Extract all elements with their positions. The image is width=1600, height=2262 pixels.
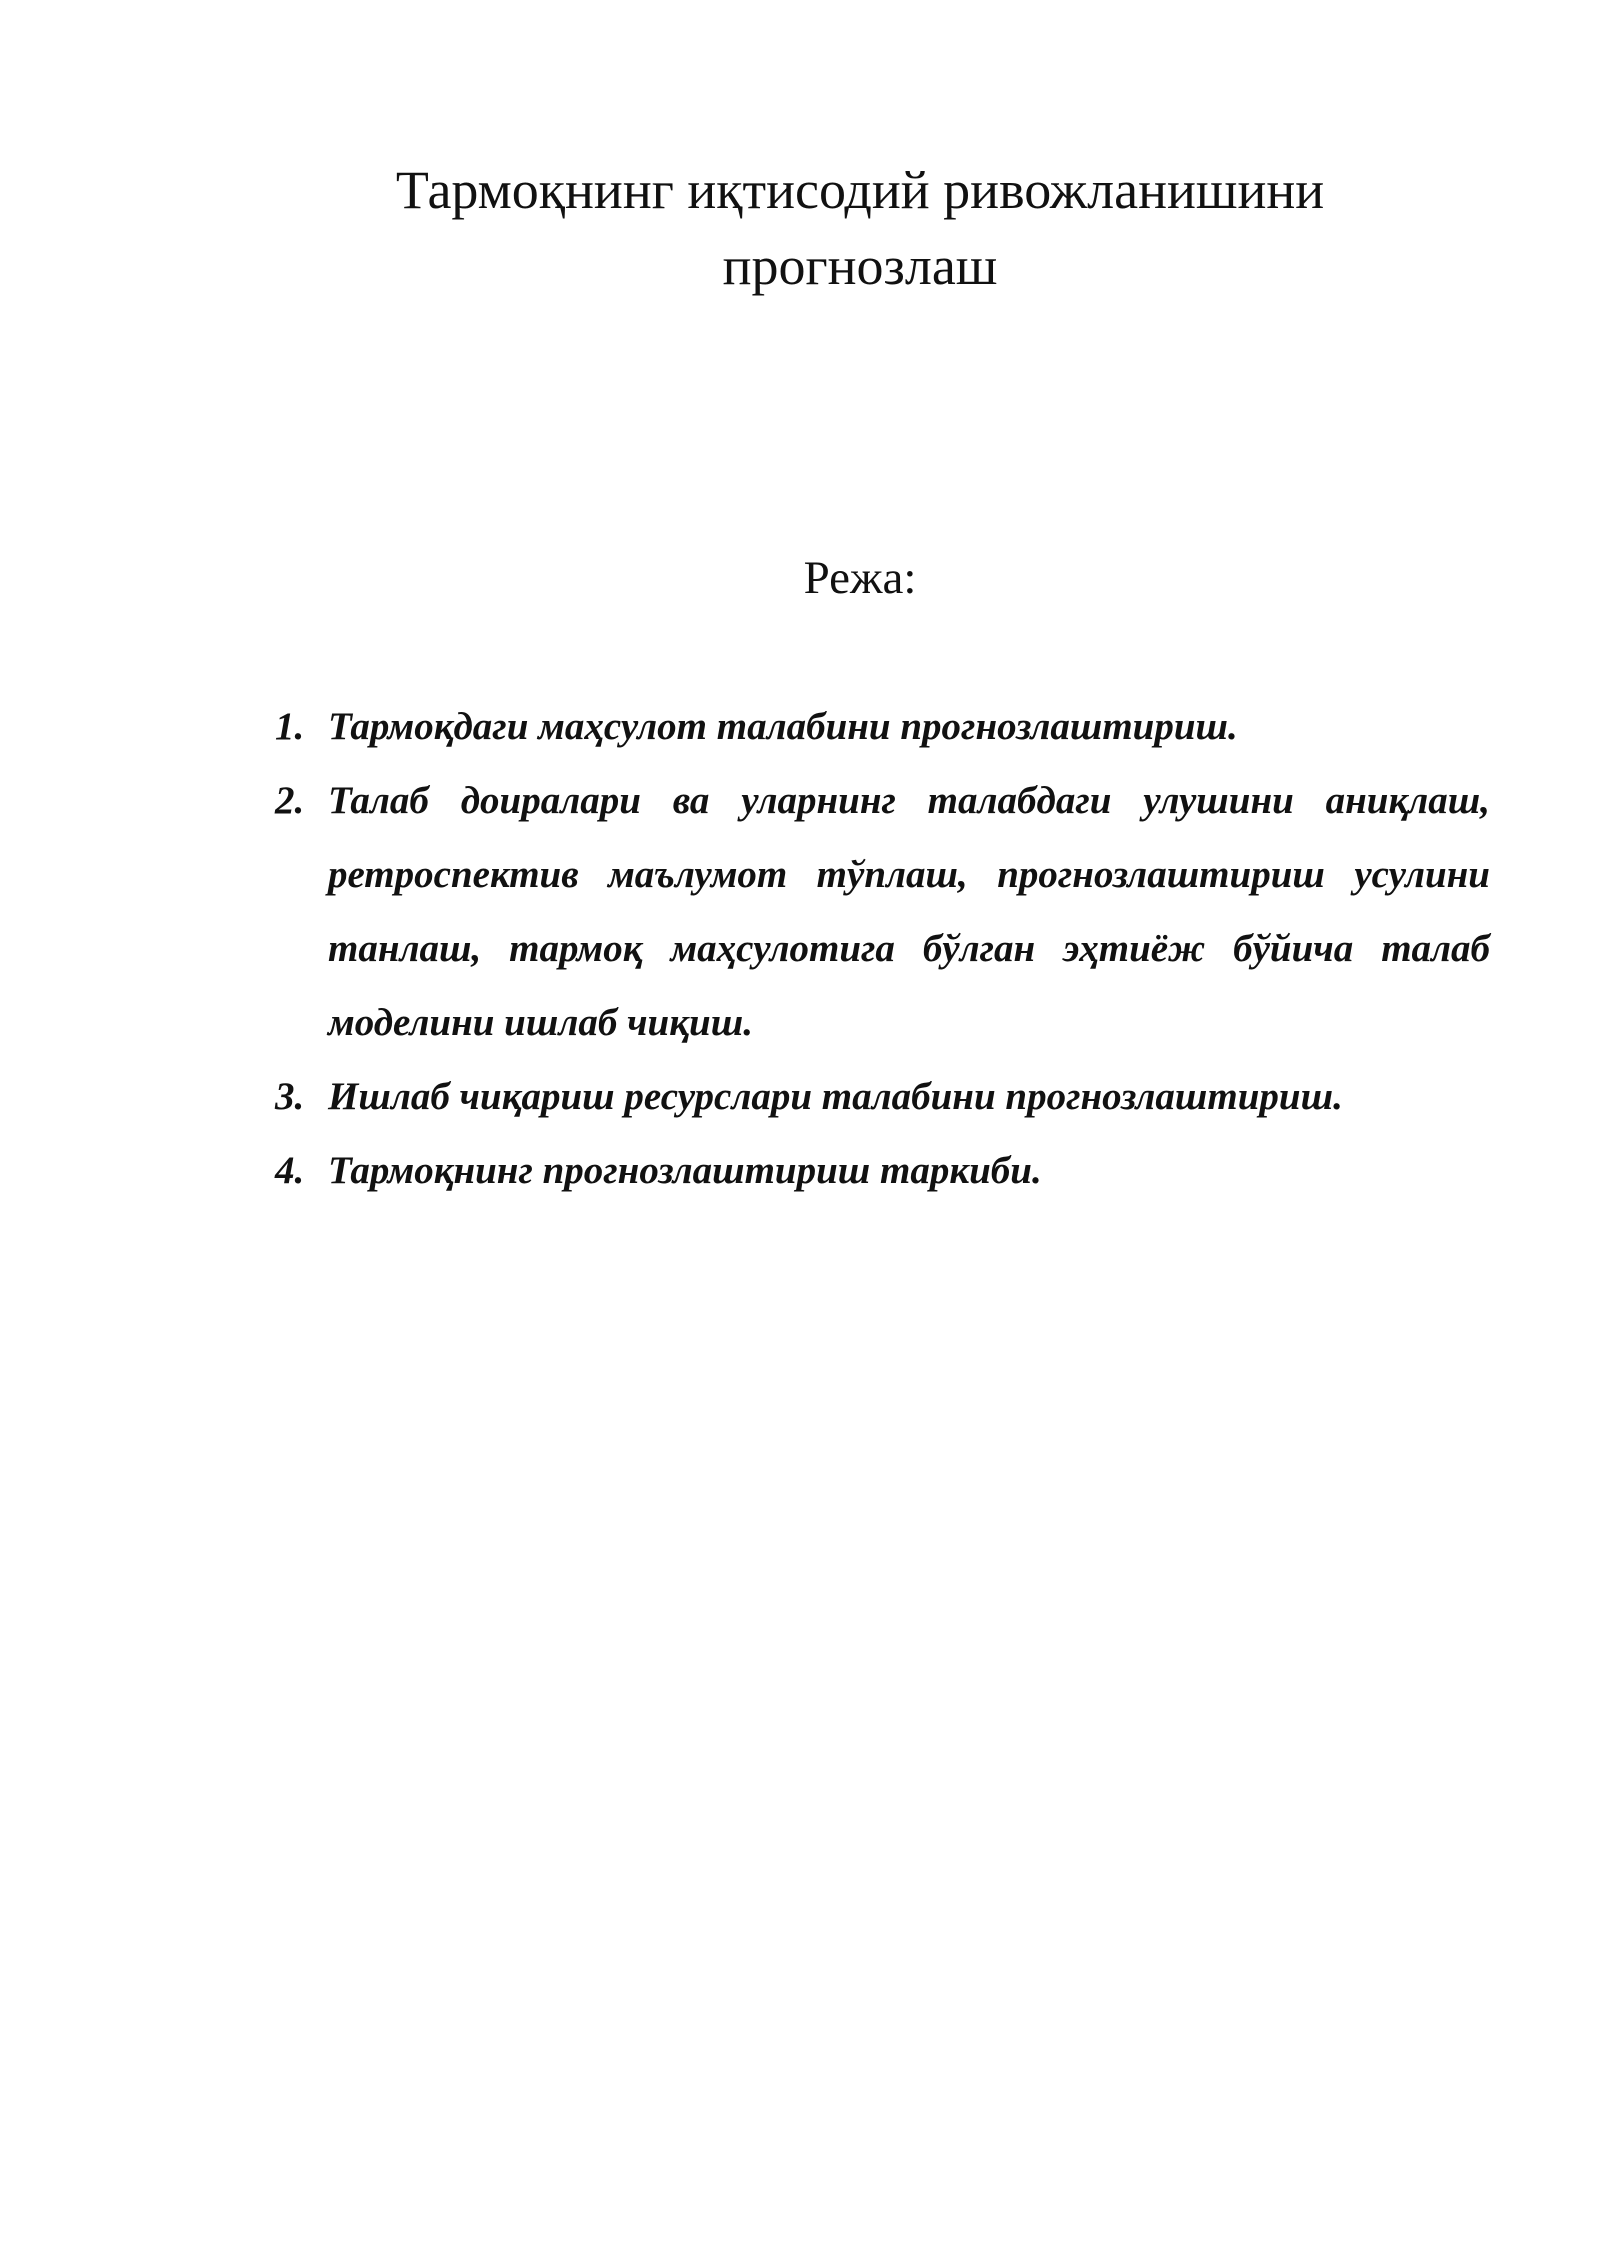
plan-item-text: Талаб доиралари ва уларнинг талабдаги улушини аниқлаш, ретроспектив маълумот тўплаш, прогнозлаштириш усулини танлаш, тармоқ маҳсулотига бўлган эҳтиёж бўйича талаб моделини ишлаб чиқиш. — [328, 779, 1490, 1044]
plan-item-2 — [275, 764, 1490, 1060]
plan-item-3 — [275, 1060, 1490, 1134]
plan-item-number: 4. — [275, 1149, 305, 1192]
plan-heading: Режа: — [803, 552, 917, 604]
plan-item-text: Тармоқнинг прогнозлаштириш таркиби. — [328, 1149, 1042, 1192]
plan-item-number: 1. — [275, 705, 305, 748]
plan-list — [275, 690, 1490, 1208]
plan-item-4 — [275, 1134, 1490, 1208]
plan-item-number: 2. — [275, 779, 305, 822]
plan-item-text: Тармоқдаги маҳсулот талабини прогнозлаштириш. — [328, 705, 1238, 748]
document-title-line-1: Тармоқнинг иқтисодий ривожланишини — [395, 160, 1325, 220]
plan-item-number: 3. — [275, 1075, 305, 1118]
plan-item-1 — [275, 690, 1490, 764]
document-title-line-2: прогнозлаш — [722, 236, 998, 296]
document-title — [260, 152, 1460, 304]
plan-item-text: Ишлаб чиқариш ресурслари талабини прогнозлаштириш. — [328, 1075, 1343, 1118]
